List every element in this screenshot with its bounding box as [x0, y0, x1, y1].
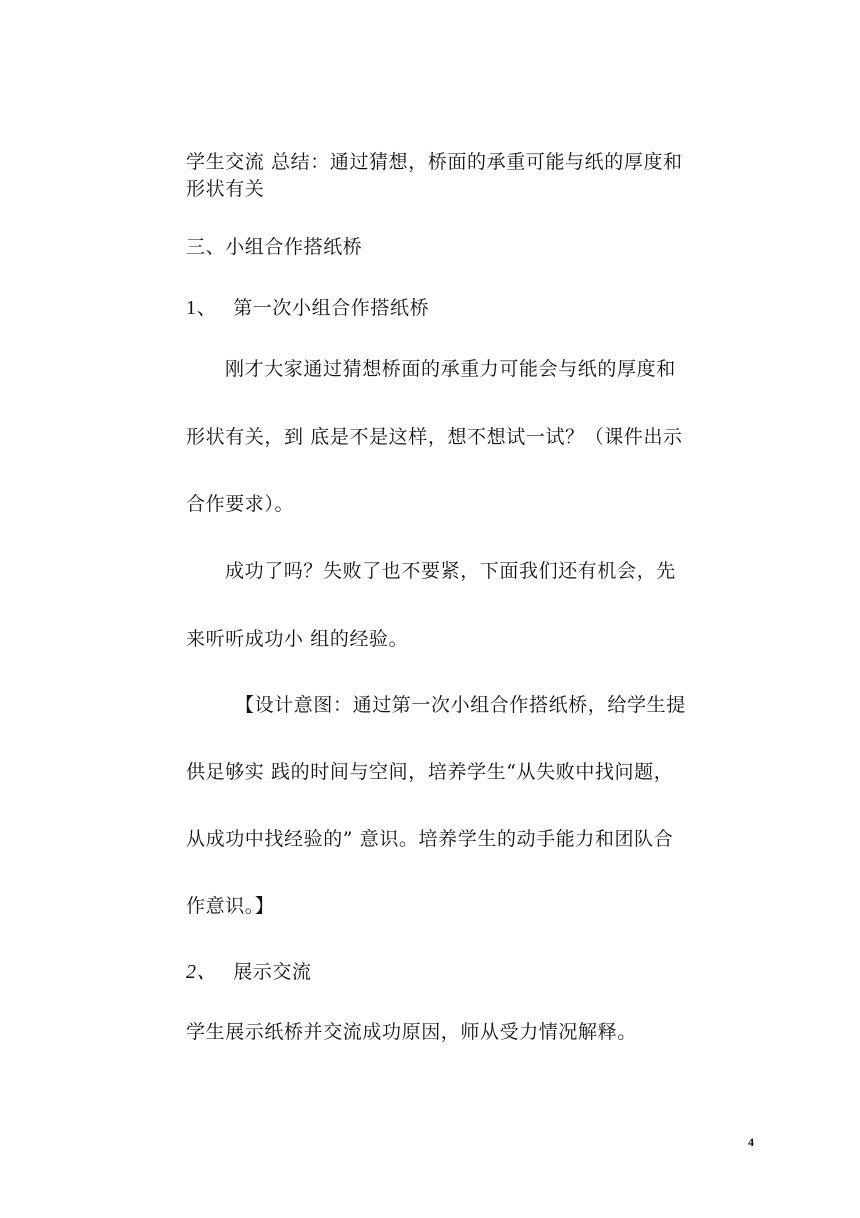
- item-2-heading: [186, 960, 312, 984]
- summary-text-line-1: 学生交流 总结：通过猜想，桥面的承重可能与纸的厚度和: [186, 151, 683, 173]
- design-intent-line-3: 从成功中找经验的” 意识。培养学生的动手能力和团队合: [186, 828, 674, 850]
- summary-text-line-2: 形状有关: [186, 178, 265, 200]
- design-intent-line-1: 【设计意图：通过第一次小组合作搭纸桥，给学生提: [235, 694, 686, 716]
- item-1-title: 第一次小组合作搭纸桥: [233, 297, 430, 319]
- paragraph-2-line-2: 来听听成功小 组的经验。: [186, 628, 409, 650]
- item-1-heading: [186, 296, 429, 320]
- section-heading: 三、小组合作搭纸桥: [186, 236, 363, 258]
- item-2-title: 展示交流: [233, 961, 312, 983]
- final-text-line: 学生展示纸桥并交流成功原因，师从受力情况解释。: [186, 1021, 637, 1043]
- item-1-number: 1、: [186, 297, 218, 319]
- paragraph-2-line-1: 成功了吗？失败了也不要紧，下面我们还有机会，先: [225, 560, 676, 582]
- page-number: 4: [748, 1135, 754, 1149]
- paragraph-1-line-2: 形状有关，到 底是不是这样，想不想试一试？（课件出示: [186, 426, 683, 448]
- paragraph-1-line-3: 合作要求）。: [186, 493, 295, 515]
- item-2-number: 2、: [186, 961, 218, 983]
- design-intent-line-4: 作意识。】: [186, 895, 275, 917]
- paragraph-1-line-1: 刚才大家通过猜想桥面的承重力可能会与纸的厚度和: [225, 358, 676, 380]
- design-intent-line-2: 供足够实 践的时间与空间，培养学生“从失败中找问题，: [186, 761, 674, 783]
